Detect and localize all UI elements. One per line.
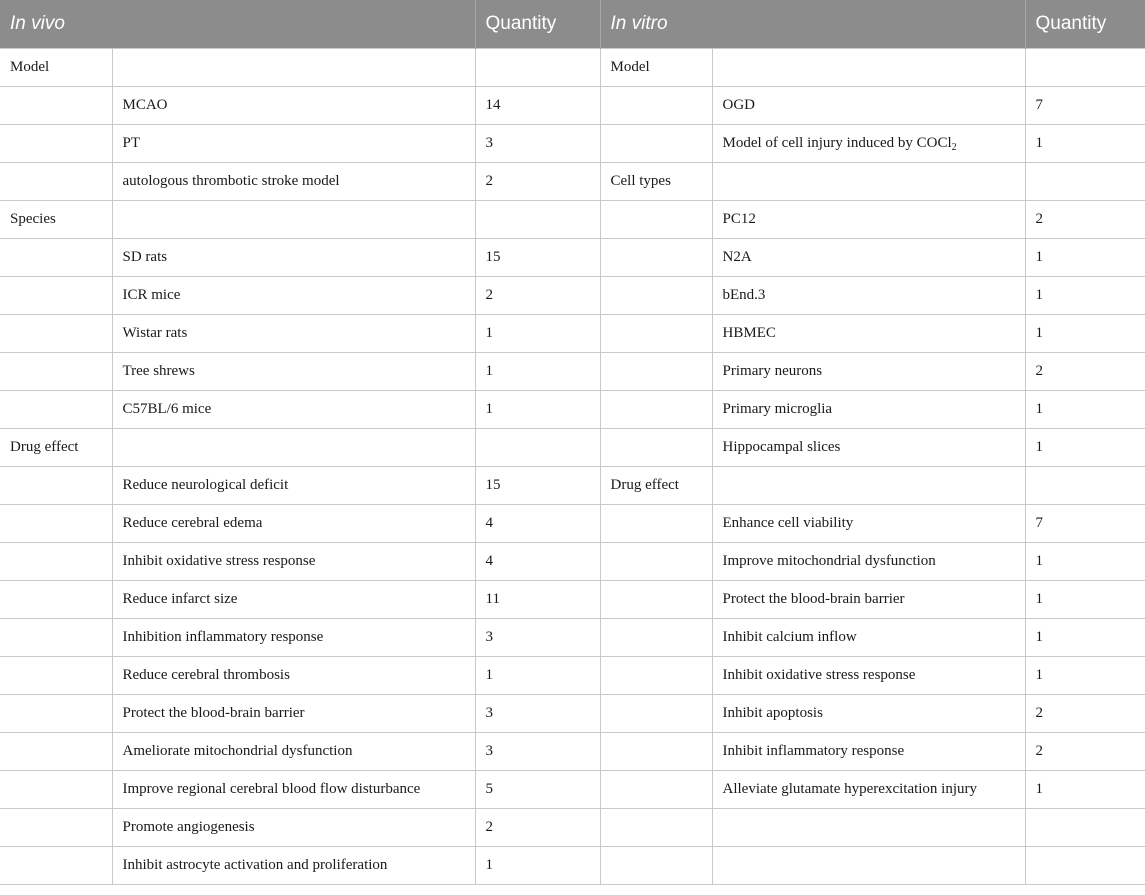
cell-category-right — [600, 618, 712, 656]
cell-text: OGD — [722, 96, 756, 113]
cell-text: Ameliorate mitochondrial dysfunction — [122, 742, 353, 759]
cell-text: 14 — [485, 96, 501, 113]
table-row — [0, 162, 1145, 200]
cell-category-right — [600, 656, 712, 694]
cell-text: 1 — [1035, 590, 1044, 607]
cell-text: 1 — [1035, 628, 1044, 645]
cell-text: 1 — [485, 362, 494, 379]
cell-text: Inhibit oxidative stress response — [122, 552, 316, 569]
cell-text: HBMEC — [722, 324, 776, 341]
cell-text: 1 — [1035, 438, 1044, 455]
cell-text: 2 — [1035, 742, 1044, 759]
cell-text: Protect the blood-brain barrier — [122, 704, 305, 721]
cell-text: 15 — [485, 248, 501, 265]
table-row — [0, 504, 1145, 542]
cell-item-left — [112, 770, 475, 808]
cell-text: MCAO — [122, 96, 168, 113]
cell-category-left — [0, 542, 112, 580]
cell-category-right — [600, 694, 712, 732]
cell-quantity-left — [475, 352, 600, 390]
cell-category-left — [0, 466, 112, 504]
cell-text: Protect the blood-brain barrier — [722, 590, 905, 607]
cell-text: 4 — [485, 514, 494, 531]
cell-text: 1 — [1035, 248, 1044, 265]
cell-item-right — [712, 618, 1025, 656]
cell-category-left — [0, 48, 112, 86]
cell-category-right — [600, 276, 712, 314]
cell-category-right — [600, 580, 712, 618]
cell-item-right — [712, 504, 1025, 542]
cell-category-left — [0, 694, 112, 732]
cell-item-left — [112, 124, 475, 162]
table-row — [0, 656, 1145, 694]
table-header — [0, 0, 1145, 48]
cell-category-right — [600, 732, 712, 770]
table-row — [0, 48, 1145, 86]
cell-item-left — [112, 314, 475, 352]
cell-quantity-left — [475, 656, 600, 694]
cell-text: 2 — [485, 172, 494, 189]
cell-text: Primary neurons — [722, 362, 823, 379]
cell-item-left — [112, 808, 475, 846]
cell-quantity-right — [1025, 694, 1145, 732]
cell-item-left — [112, 846, 475, 884]
cell-text: 15 — [485, 476, 501, 493]
cell-text: Improve mitochondrial dysfunction — [722, 552, 936, 569]
cell-text: 3 — [485, 628, 494, 645]
table-row — [0, 732, 1145, 770]
cell-category-right — [600, 542, 712, 580]
cell-quantity-left — [475, 466, 600, 504]
cell-text: Inhibit inflammatory response — [722, 742, 905, 759]
cell-item-left — [112, 86, 475, 124]
cell-text: 7 — [1035, 96, 1044, 113]
table-row — [0, 314, 1145, 352]
cell-text: SD rats — [122, 248, 168, 265]
cell-text: 1 — [1035, 552, 1044, 569]
cell-item-left — [112, 162, 475, 200]
cell-text: Inhibit astrocyte activation and proliferation — [122, 856, 388, 873]
cell-item-right — [712, 656, 1025, 694]
table-row — [0, 618, 1145, 656]
cell-category-right — [600, 162, 712, 200]
cell-text: Reduce cerebral thrombosis — [122, 666, 290, 683]
cell-category-left — [0, 314, 112, 352]
cell-quantity-left — [475, 618, 600, 656]
cell-quantity-right — [1025, 846, 1145, 884]
cell-text: 1 — [1035, 134, 1044, 151]
cell-text: 3 — [485, 134, 494, 151]
cell-text: Reduce cerebral edema — [122, 514, 263, 531]
table-row — [0, 390, 1145, 428]
cell-item-left — [112, 238, 475, 276]
header-row — [0, 0, 1145, 48]
cell-quantity-right — [1025, 542, 1145, 580]
cell-text: 3 — [485, 742, 494, 759]
cell-category-left — [0, 618, 112, 656]
table-row — [0, 200, 1145, 238]
cell-text: N2A — [722, 248, 752, 265]
cell-item-left — [112, 200, 475, 238]
cell-quantity-left — [475, 694, 600, 732]
cell-text: Primary microglia — [722, 400, 833, 417]
cell-quantity-left — [475, 428, 600, 466]
cell-category-left — [0, 124, 112, 162]
cell-text: Wistar rats — [122, 324, 188, 341]
header-quantity-right: Quantity — [1025, 0, 1145, 48]
cell-text: C57BL/6 mice — [122, 400, 212, 417]
cell-quantity-left — [475, 276, 600, 314]
cell-quantity-right — [1025, 770, 1145, 808]
cell-item-left — [112, 618, 475, 656]
cell-item-right — [712, 770, 1025, 808]
cell-quantity-right — [1025, 466, 1145, 504]
cell-item-left — [112, 542, 475, 580]
cell-category-left — [0, 732, 112, 770]
cell-item-right — [712, 732, 1025, 770]
cell-quantity-left — [475, 48, 600, 86]
cell-text: Reduce neurological deficit — [122, 476, 289, 493]
cell-category-right — [600, 466, 712, 504]
cell-text: 5 — [485, 780, 494, 797]
cell-text: Cell types — [610, 172, 671, 189]
cell-quantity-left — [475, 162, 600, 200]
cell-category-right — [600, 428, 712, 466]
cell-category-right — [600, 238, 712, 276]
cell-text: 1 — [1035, 286, 1044, 303]
cell-text: 11 — [485, 590, 500, 607]
cell-quantity-right — [1025, 656, 1145, 694]
cell-text: Drug effect — [610, 476, 679, 493]
cell-quantity-right — [1025, 352, 1145, 390]
table-body — [0, 48, 1145, 884]
cell-item-right — [712, 580, 1025, 618]
cell-quantity-right — [1025, 618, 1145, 656]
cell-item-right — [712, 846, 1025, 884]
cell-quantity-right — [1025, 200, 1145, 238]
cell-text: ICR mice — [122, 286, 181, 303]
cell-text: 1 — [485, 666, 494, 683]
cell-quantity-right — [1025, 276, 1145, 314]
cell-item-right — [712, 48, 1025, 86]
cell-item-left — [112, 504, 475, 542]
cell-text: Alleviate glutamate hyperexcitation injury — [722, 780, 978, 797]
cell-quantity-left — [475, 86, 600, 124]
table-row — [0, 124, 1145, 162]
cell-item-right — [712, 542, 1025, 580]
cell-category-left — [0, 846, 112, 884]
cell-quantity-right — [1025, 390, 1145, 428]
cell-item-right — [712, 390, 1025, 428]
cell-text: PT — [122, 134, 141, 151]
cell-text: 1 — [485, 856, 494, 873]
table-row — [0, 86, 1145, 124]
cell-quantity-right — [1025, 732, 1145, 770]
cell-category-right — [600, 352, 712, 390]
cell-text: bEnd.3 — [722, 286, 766, 303]
cell-quantity-left — [475, 808, 600, 846]
table-row — [0, 846, 1145, 884]
cell-text: Inhibit oxidative stress response — [722, 666, 916, 683]
cell-item-right — [712, 466, 1025, 504]
cell-quantity-left — [475, 390, 600, 428]
cell-text: Inhibit calcium inflow — [722, 628, 857, 645]
cell-category-left — [0, 390, 112, 428]
cell-quantity-left — [475, 542, 600, 580]
cell-text: 2 — [1035, 362, 1044, 379]
cell-item-right — [712, 276, 1025, 314]
table-row — [0, 466, 1145, 504]
table-row — [0, 580, 1145, 618]
cell-text: Model — [610, 58, 650, 75]
cell-category-left — [0, 162, 112, 200]
cell-quantity-right — [1025, 504, 1145, 542]
cell-item-right — [712, 314, 1025, 352]
cell-text: 3 — [485, 704, 494, 721]
cell-item-left — [112, 656, 475, 694]
cell-item-right — [712, 124, 1025, 162]
chemical-subscript: 2 — [951, 141, 957, 153]
table-row — [0, 770, 1145, 808]
cell-category-right — [600, 846, 712, 884]
header-in-vivo: In vivo — [0, 0, 475, 48]
cell-item-left — [112, 732, 475, 770]
cell-category-left — [0, 504, 112, 542]
cell-category-right — [600, 48, 712, 86]
cell-item-left — [112, 466, 475, 504]
table-row — [0, 238, 1145, 276]
cell-text: Tree shrews — [122, 362, 195, 379]
cell-category-left — [0, 808, 112, 846]
table-row — [0, 276, 1145, 314]
cell-category-left — [0, 656, 112, 694]
table-row — [0, 352, 1145, 390]
cell-category-left — [0, 428, 112, 466]
cell-text: 1 — [485, 324, 494, 341]
cell-quantity-left — [475, 846, 600, 884]
cell-category-right — [600, 200, 712, 238]
cell-item-right — [712, 694, 1025, 732]
cell-text: 2 — [1035, 210, 1044, 227]
cell-quantity-right — [1025, 428, 1145, 466]
table-row — [0, 694, 1145, 732]
cell-quantity-right — [1025, 314, 1145, 352]
cell-category-left — [0, 86, 112, 124]
cell-quantity-right — [1025, 48, 1145, 86]
cell-quantity-right — [1025, 580, 1145, 618]
cell-item-right — [712, 352, 1025, 390]
cell-text: 1 — [1035, 400, 1044, 417]
cell-quantity-left — [475, 314, 600, 352]
cell-text: Inhibition inflammatory response — [122, 628, 324, 645]
cell-category-right — [600, 124, 712, 162]
cell-category-right — [600, 808, 712, 846]
cell-item-right — [712, 200, 1025, 238]
cell-category-right — [600, 770, 712, 808]
cell-text: Enhance cell viability — [722, 514, 854, 531]
cell-text: 1 — [485, 400, 494, 417]
cell-category-right — [600, 314, 712, 352]
cell-text: Promote angiogenesis — [122, 818, 255, 835]
header-quantity-left: Quantity — [475, 0, 600, 48]
cell-text: 4 — [485, 552, 494, 569]
cell-text: 2 — [485, 286, 494, 303]
cell-category-left — [0, 200, 112, 238]
cell-quantity-left — [475, 580, 600, 618]
cell-category-right — [600, 390, 712, 428]
cell-text: 1 — [1035, 324, 1044, 341]
cell-text: PC12 — [722, 210, 756, 227]
cell-quantity-right — [1025, 86, 1145, 124]
cell-item-right — [712, 428, 1025, 466]
cell-category-left — [0, 238, 112, 276]
cell-quantity-left — [475, 732, 600, 770]
cell-item-left — [112, 390, 475, 428]
table-row — [0, 428, 1145, 466]
cell-quantity-left — [475, 124, 600, 162]
cell-item-right — [712, 238, 1025, 276]
cell-quantity-left — [475, 238, 600, 276]
cell-text: Drug effect — [10, 438, 79, 455]
cell-text: 1 — [1035, 780, 1044, 797]
cell-quantity-right — [1025, 808, 1145, 846]
cell-text: Reduce infarct size — [122, 590, 238, 607]
cell-text: Species — [10, 210, 56, 227]
cell-item-right — [712, 86, 1025, 124]
cell-text: Hippocampal slices — [722, 438, 841, 455]
cell-quantity-left — [475, 200, 600, 238]
cell-quantity-left — [475, 504, 600, 542]
cell-text: Model of cell injury induced by COCl — [722, 134, 952, 151]
cell-text: autologous thrombotic stroke model — [122, 172, 340, 189]
header-in-vitro: In vitro — [600, 0, 1025, 48]
cell-category-left — [0, 770, 112, 808]
cell-item-right — [712, 162, 1025, 200]
cell-text: 2 — [485, 818, 494, 835]
cell-quantity-right — [1025, 238, 1145, 276]
cell-category-left — [0, 276, 112, 314]
cell-quantity-right — [1025, 124, 1145, 162]
cell-text: 7 — [1035, 514, 1044, 531]
cell-category-left — [0, 580, 112, 618]
cell-category-right — [600, 86, 712, 124]
cell-item-left — [112, 276, 475, 314]
cell-text: 1 — [1035, 666, 1044, 683]
cell-item-left — [112, 580, 475, 618]
cell-item-left — [112, 694, 475, 732]
cell-text: 2 — [1035, 704, 1044, 721]
cell-item-left — [112, 48, 475, 86]
cell-item-left — [112, 428, 475, 466]
cell-category-right — [600, 504, 712, 542]
cell-text: Inhibit apoptosis — [722, 704, 823, 721]
table-row — [0, 808, 1145, 846]
cell-quantity-left — [475, 770, 600, 808]
cell-text: Improve regional cerebral blood flow disturbance — [122, 780, 421, 797]
cell-item-right — [712, 808, 1025, 846]
cell-quantity-right — [1025, 162, 1145, 200]
table-row — [0, 542, 1145, 580]
cell-item-left — [112, 352, 475, 390]
cell-text: Model — [10, 58, 50, 75]
cell-category-left — [0, 352, 112, 390]
